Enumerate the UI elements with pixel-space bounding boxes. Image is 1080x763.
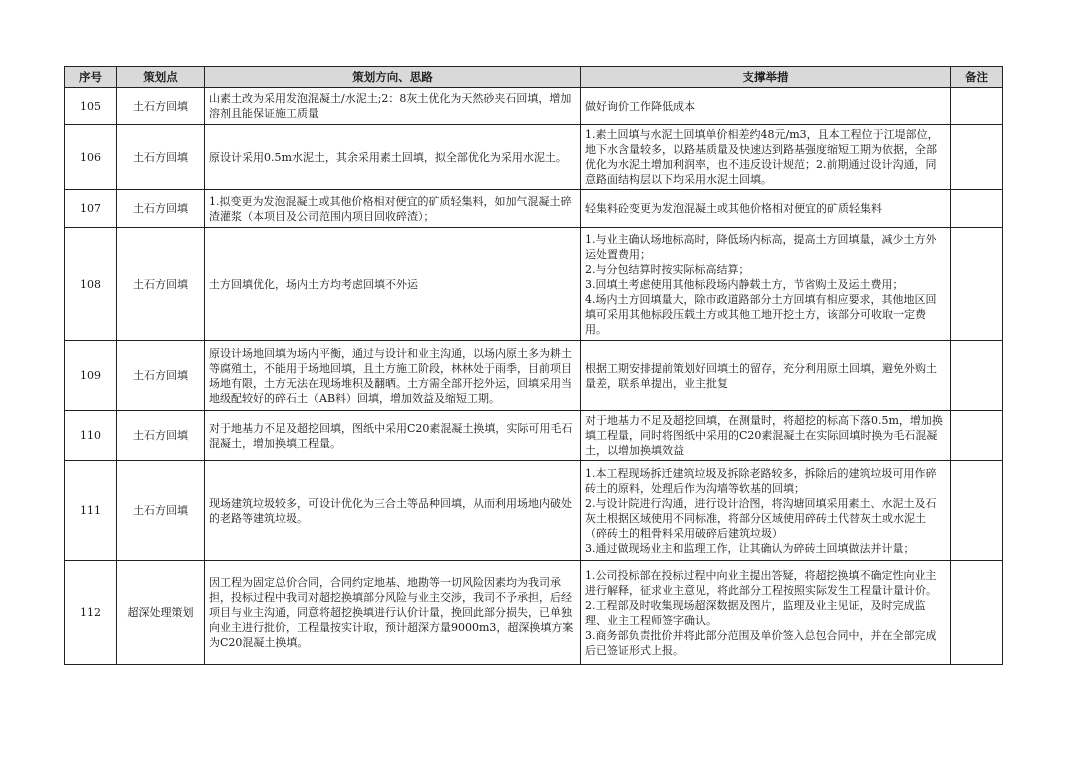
- measure-line: 根据工期安排提前策划好回填土的留存，充分利用原土回填，避免外购土量差，联系单提出，业主批复: [585, 361, 937, 390]
- measure-line: 2.与分包结算时按实际标高结算；: [585, 262, 750, 276]
- header-point: 策划点: [117, 67, 205, 88]
- measure-line: 轻集料砼变更为发泡混凝土或其他价格相对便宜的矿质轻集料: [585, 202, 882, 215]
- measure-line: 1.与业主确认场地标高时，降低场内标高，提高土方回填量，减少土方外运处置费用；: [585, 232, 937, 261]
- measure-line: 对于地基力不足及超挖回填，在测量时，将超挖的标高下落0.5m，增加换填工程量，同时将图纸中采用的C20素混凝土在实际回填时换为毛石混凝土，以增加换填效益: [585, 414, 943, 457]
- header-direction: 策划方向、思路: [205, 67, 581, 88]
- row-measures: [581, 561, 951, 665]
- table-row: [65, 228, 1003, 341]
- row-measures: [581, 228, 951, 341]
- row-index: 106: [65, 125, 117, 190]
- table-row: [65, 125, 1003, 190]
- row-point: 土石方回填: [117, 88, 205, 125]
- measure-line: 1.本工程现场拆迁建筑垃圾及拆除老路较多，拆除后的建筑垃圾可用作碎砖土的原料，处理后作为沟墙等软基的回填；: [585, 466, 937, 495]
- table-row: [65, 411, 1003, 461]
- row-point: 土石方回填: [117, 125, 205, 190]
- header-notes: 备注: [951, 67, 1003, 88]
- measure-line: 1.素土回填与水泥土回填单价相差约48元/m3，且本工程位于江堤部位，地下水含量较多，以路基质量及快速达到路基强度缩短工期为依据，全部优化为水泥土增加利润率，也不违反设计规范；2.前期通过设计沟通，同意路面结构层以下均采用水泥土回填。: [585, 128, 939, 186]
- row-notes: [951, 88, 1003, 125]
- row-point: 土石方回填: [117, 228, 205, 341]
- measure-line: 2.工程部及时收集现场超深数据及图片，监理及业主见证，及时完成监理、业主工程师签字确认。: [585, 598, 926, 627]
- row-measures: [581, 461, 951, 561]
- row-notes: [951, 411, 1003, 461]
- row-direction: 1.拟变更为发泡混凝土或其他价格相对便宜的矿质轻集料，如加气混凝土碎渣灌浆（本项目及公司范围内项目回收碎渣）；: [205, 190, 581, 228]
- measure-line: 3.通过做现场业主和监理工作，让其确认为碎砖土回填做法并计量；: [585, 541, 915, 555]
- table-row: [65, 341, 1003, 411]
- planning-table: [64, 66, 1003, 665]
- row-notes: [951, 461, 1003, 561]
- row-direction: 山素土改为采用发泡混凝土/水泥土;2：8灰土优化为天然砂夹石回填，增加溶剂且能保证施工质量: [205, 88, 581, 125]
- row-notes: [951, 561, 1003, 665]
- row-direction: 现场建筑垃圾较多，可设计优化为三合土等品种回填，从而利用场地内破处的老路等建筑垃圾。: [205, 461, 581, 561]
- measure-line: 做好询价工作降低成本: [585, 99, 695, 113]
- row-direction: 土方回填优化，场内土方均考虑回填不外运: [205, 228, 581, 341]
- row-index: 108: [65, 228, 117, 341]
- row-notes: [951, 341, 1003, 411]
- row-point: 土石方回填: [117, 461, 205, 561]
- row-direction: 对于地基力不足及超挖回填，图纸中采用C20素混凝土换填，实际可用毛石混凝土，增加换填工程量。: [205, 411, 581, 461]
- measure-line: 2.与设计院进行沟通，进行设计洽图，将沟塘回填采用素土、水泥土及石灰土根据区域使用不同标准，将部分区域使用碎砖土代替灰土或水泥土（碎砖土的粗骨料采用破碎后建筑垃圾）: [585, 496, 937, 540]
- table-row: [65, 461, 1003, 561]
- measure-line: 4.场内土方回填量大，除市政道路部分土方回填有相应要求，其他地区回填可采用其他标段压载土方或其他工地开挖土方，该部分可收取一定费用。: [585, 292, 937, 336]
- row-index: 105: [65, 88, 117, 125]
- row-measures: [581, 190, 951, 228]
- row-index: 112: [65, 561, 117, 665]
- row-direction: 原设计场地回填为场内平衡，通过与设计和业主沟通，以场内原土多为耕土等腐殖土，不能用于场地回填，且土方施工阶段，林林处于雨季，目前项目场地有限，土方无法在现场堆积及翻晒。土方需全部开挖外运，回填采用当地级配较好的碎石土（AB料）回填，增加效益及缩短工期。: [205, 341, 581, 411]
- row-measures: [581, 125, 951, 190]
- table-row: [65, 88, 1003, 125]
- row-index: 109: [65, 341, 117, 411]
- row-index: 111: [65, 461, 117, 561]
- header-measures: 支撑举措: [581, 67, 951, 88]
- table-row: [65, 561, 1003, 665]
- table-row: [65, 190, 1003, 228]
- row-index: 107: [65, 190, 117, 228]
- row-point: 超深处理策划: [117, 561, 205, 665]
- row-point: 土石方回填: [117, 190, 205, 228]
- measure-line: 1.公司投标部在投标过程中向业主提出答疑，将超挖换填不确定性向业主进行解释，征求业主意见，将此部分工程按照实际发生工程量计量计价。: [585, 568, 937, 597]
- row-direction: 因工程为固定总价合同，合同约定地基、地勘等一切风险因素均为我司承担，投标过程中我司对超挖换填部分风险与业主交涉，我司不予承担，后经项目与业主沟通，同意将超挖换填进行认价计量，挽回此部分损失，已单独向业主进行批价，工程量按实计取，预计超深方量9000m3，超深换填方案为C20混凝土换填。: [205, 561, 581, 665]
- row-measures: [581, 341, 951, 411]
- row-measures: [581, 88, 951, 125]
- header-index: 序号: [65, 67, 117, 88]
- row-point: 土石方回填: [117, 411, 205, 461]
- header-row: [65, 67, 1003, 88]
- row-notes: [951, 125, 1003, 190]
- row-notes: [951, 228, 1003, 341]
- measure-line: 3.商务部负责批价并将此部分范围及单价签入总包合同中，并在全部完成后已签证形式上报。: [585, 628, 937, 657]
- row-direction: 原设计采用0.5m水泥土，其余采用素土回填，拟全部优化为采用水泥土。: [205, 125, 581, 190]
- row-measures: [581, 411, 951, 461]
- row-point: 土石方回填: [117, 341, 205, 411]
- measure-line: 3.回填土考虑使用其他标段场内静载土方，节省购土及运土费用；: [585, 277, 904, 291]
- row-index: 110: [65, 411, 117, 461]
- row-notes: [951, 190, 1003, 228]
